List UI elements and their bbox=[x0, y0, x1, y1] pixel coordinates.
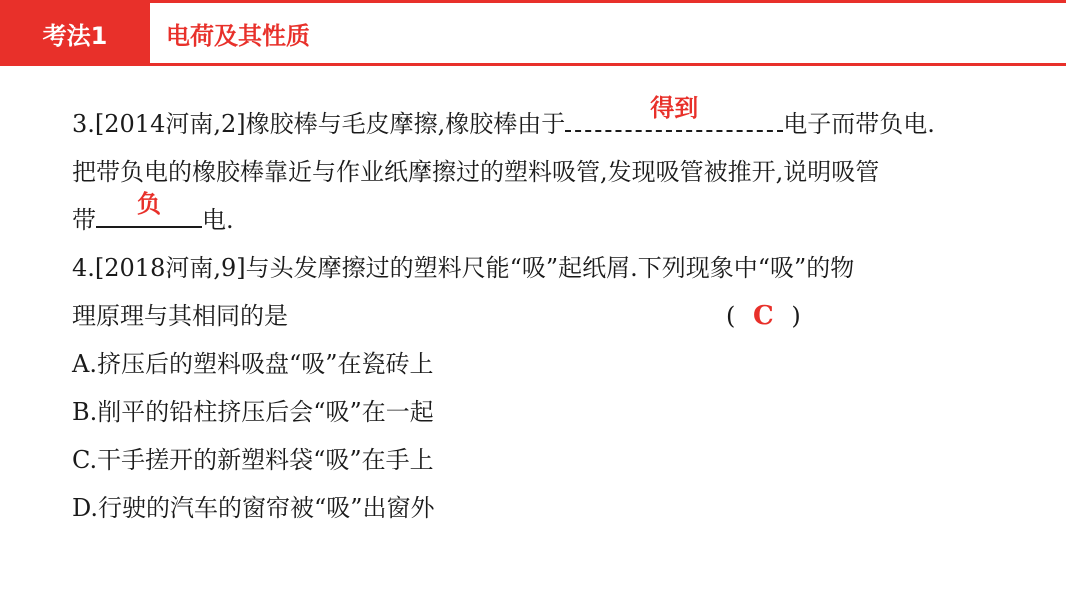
section-title: 电荷及其性质 bbox=[166, 21, 310, 50]
q4-stem-line1: 4.[2018河南,9]与头发摩擦过的塑料尺能“吸”起纸屑.下列现象中“吸”的物 bbox=[72, 254, 855, 282]
q3-line-3 bbox=[72, 190, 234, 244]
q4-option-d: D.行驶的汽车的窗帘被“吸”出窗外 bbox=[72, 494, 435, 522]
q4-paren-open: ( bbox=[726, 302, 736, 330]
method-tag: 考法1 bbox=[0, 0, 150, 66]
q3-blank-2 bbox=[96, 190, 202, 228]
q3-stem-part1: 3.[2014河南,2]橡胶棒与毛皮摩擦,橡胶棒由于 bbox=[72, 110, 566, 138]
q4-stem-line2: 理原理与其相同的是 bbox=[72, 302, 288, 330]
q4-line-1 bbox=[72, 244, 854, 292]
q3-blank-1 bbox=[565, 94, 783, 132]
q3-stem-part2: 电子而带负电. bbox=[783, 110, 935, 138]
q4-option-c: C.干手搓开的新塑料袋“吸”在手上 bbox=[72, 446, 434, 474]
q3-stem-part3: 带 bbox=[72, 206, 96, 234]
q4-option-a: A.挤压后的塑料吸盘“吸”在瓷砖上 bbox=[72, 350, 434, 378]
q4-answer-bracket bbox=[726, 292, 801, 340]
q4-answer: C bbox=[753, 301, 774, 331]
q4-line-2 bbox=[72, 292, 1012, 340]
q3-line-1 bbox=[72, 94, 935, 148]
q3-stem-part4: 电. bbox=[202, 206, 234, 234]
q3-blank-2-answer: 负 bbox=[137, 190, 161, 218]
q3-stem-line2: 把带负电的橡胶棒靠近与作业纸摩擦过的塑料吸管,发现吸管被推开,说明吸管 bbox=[72, 158, 880, 186]
q4-option-b: B.削平的铅柱挤压后会“吸”在一起 bbox=[72, 398, 434, 426]
q4-paren-close: ) bbox=[791, 302, 801, 330]
header-bar bbox=[0, 0, 1066, 66]
q3-line-2 bbox=[72, 148, 879, 196]
q3-blank-1-answer: 得到 bbox=[650, 94, 699, 122]
